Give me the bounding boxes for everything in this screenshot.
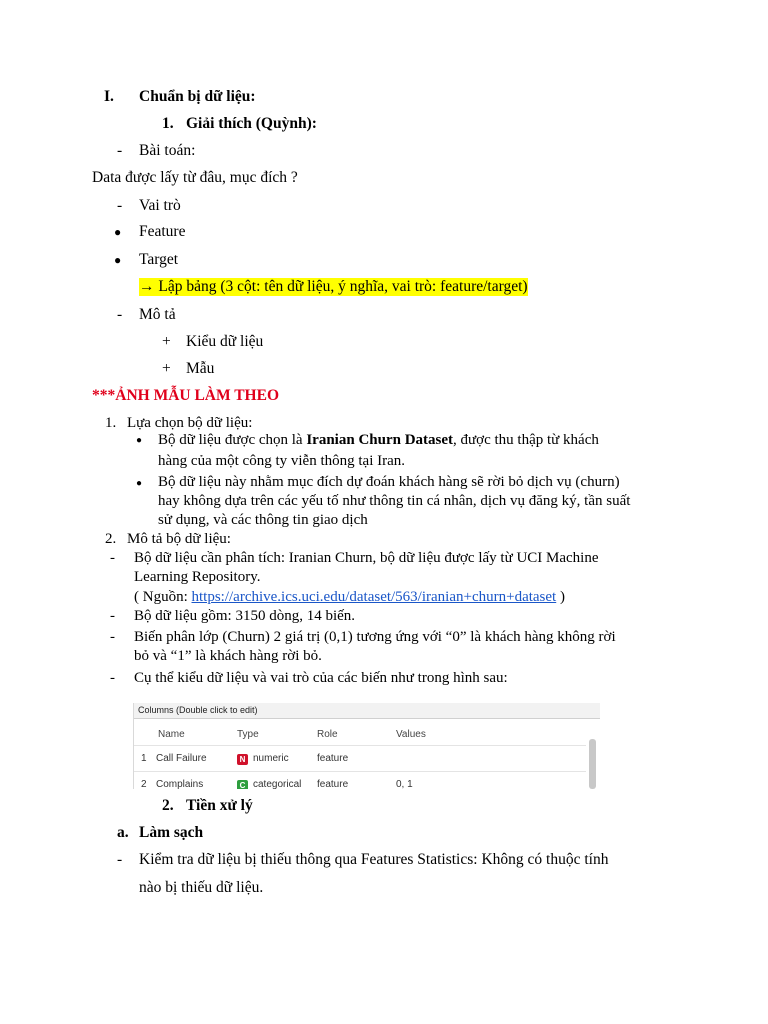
dot-bullet: ● bbox=[136, 478, 143, 489]
uci-dataset-link[interactable]: https://archive.ics.uci.edu/dataset/563/iranian+churn+dataset bbox=[191, 589, 557, 605]
column-role-cell[interactable]: feature bbox=[317, 779, 349, 789]
missing-data-line: Kiểm tra dữ liệu bị thiếu thông qua Features Statistics: Không có thuộc tính bbox=[139, 851, 609, 868]
embedded-desc-line: Learning Repository. bbox=[134, 569, 261, 585]
column-header-role: Role bbox=[317, 729, 338, 740]
column-header-type: Type bbox=[237, 729, 259, 740]
embedded-desc-line: Biến phân lớp (Churn) 2 giá trị (0,1) tương ứng với “0” là khách hàng không rời bbox=[134, 629, 616, 645]
dash-bullet: - bbox=[117, 142, 123, 159]
target-label: Target bbox=[139, 251, 179, 268]
sample-heading: ***ẢNH MẪU LÀM THEO bbox=[92, 387, 280, 404]
section-numeral: I. bbox=[104, 88, 114, 105]
arrow-icon: → bbox=[139, 278, 155, 295]
dataset-name: Iranian Churn Dataset bbox=[306, 432, 454, 448]
dash-bullet: - bbox=[110, 670, 115, 686]
numeric-type-icon: N bbox=[237, 754, 248, 765]
column-values-cell[interactable]: 0, 1 bbox=[396, 779, 413, 789]
data-source-question: Data được lấy từ đâu, mục đích ? bbox=[92, 169, 298, 186]
dot-bullet: ● bbox=[136, 435, 143, 446]
embedded-item-number: 1. bbox=[105, 415, 117, 431]
highlighted-note-text: Lập bảng (3 cột: tên dữ liệu, ý nghĩa, vai trò: feature/target) bbox=[158, 278, 528, 295]
embedded-desc-line: Cụ thể kiểu dữ liệu và vai trò của các biến như trong hình sau: bbox=[134, 670, 508, 686]
embedded-bullet-line: Bộ dữ liệu này nhằm mục đích dự đoán khách hàng sẽ rời bỏ dịch vụ (churn) bbox=[158, 474, 620, 490]
dash-bullet: - bbox=[110, 608, 115, 624]
subsection-number: 1. bbox=[162, 115, 174, 132]
column-name-cell[interactable]: Complains bbox=[156, 779, 204, 789]
embedded-bullet-line: Bộ dữ liệu được chọn là Iranian Churn Dataset, được thu thập từ khách bbox=[158, 432, 599, 448]
role-label: Vai trò bbox=[139, 197, 181, 214]
dash-bullet: - bbox=[117, 306, 123, 323]
plus-bullet: + bbox=[162, 360, 171, 377]
categorical-type-icon: C bbox=[237, 780, 248, 789]
description-label: Mô tả bbox=[139, 306, 176, 323]
subsection-letter: a. bbox=[117, 824, 129, 841]
embedded-item-number: 2. bbox=[105, 531, 117, 547]
highlighted-note bbox=[139, 278, 528, 296]
columns-screenshot bbox=[133, 703, 600, 789]
column-header-values: Values bbox=[396, 729, 426, 740]
embedded-source-line: ( Nguồn: https://archive.ics.uci.edu/dataset/563/iranian+churn+dataset ) bbox=[134, 589, 565, 605]
dot-bullet: ● bbox=[114, 253, 122, 267]
vertical-scrollbar[interactable] bbox=[589, 739, 596, 789]
embedded-bullet-line: sử dụng, và các thông tin giao dịch bbox=[158, 512, 368, 528]
cleaning-title: Làm sạch bbox=[139, 824, 204, 841]
row-index: 2 bbox=[141, 779, 147, 789]
dot-bullet: ● bbox=[114, 225, 122, 239]
dash-bullet: - bbox=[117, 197, 123, 214]
columns-dialog-title: Columns (Double click to edit) bbox=[134, 703, 600, 719]
column-header-name: Name bbox=[158, 729, 185, 740]
column-role-cell[interactable]: feature bbox=[317, 753, 349, 764]
embedded-bullet-line: hay không dựa trên các yếu tố như thông tin cá nhân, dịch vụ đăng ký, tần suất bbox=[158, 493, 631, 509]
row-index: 1 bbox=[141, 753, 147, 764]
embedded-item-title: Mô tả bộ dữ liệu: bbox=[127, 531, 231, 547]
row-divider bbox=[134, 771, 586, 772]
problem-label: Bài toán: bbox=[139, 142, 196, 159]
embedded-item-title: Lựa chọn bộ dữ liệu: bbox=[127, 415, 253, 431]
embedded-bullet-line: hàng của một công ty viễn thông tại Iran. bbox=[158, 453, 406, 469]
subsection-number: 2. bbox=[162, 797, 174, 814]
embedded-desc-line: Bộ dữ liệu gồm: 3150 dòng, 14 biến. bbox=[134, 608, 356, 624]
plus-bullet: + bbox=[162, 333, 171, 350]
data-type-label: Kiểu dữ liệu bbox=[186, 333, 264, 350]
sample-label: Mẫu bbox=[186, 360, 215, 377]
row-divider bbox=[134, 745, 586, 746]
column-type-cell[interactable]: categorical bbox=[253, 779, 302, 789]
dash-bullet: - bbox=[117, 851, 123, 868]
missing-data-line: nào bị thiếu dữ liệu. bbox=[139, 879, 264, 896]
dash-bullet: - bbox=[110, 629, 115, 645]
embedded-desc-line: Bộ dữ liệu cần phân tích: Iranian Churn, bộ dữ liệu được lấy từ UCI Machine bbox=[134, 550, 599, 566]
subsection-title: Giải thích (Quỳnh): bbox=[186, 115, 317, 132]
column-type-cell[interactable]: numeric bbox=[253, 753, 289, 764]
embedded-desc-line: bỏ và “1” là khách hàng rời bỏ. bbox=[134, 648, 322, 664]
subsection-title: Tiền xử lý bbox=[186, 797, 253, 814]
dash-bullet: - bbox=[110, 550, 115, 566]
section-title: Chuẩn bị dữ liệu: bbox=[139, 88, 256, 105]
column-name-cell[interactable]: Call Failure bbox=[156, 753, 207, 764]
feature-label: Feature bbox=[139, 223, 186, 240]
